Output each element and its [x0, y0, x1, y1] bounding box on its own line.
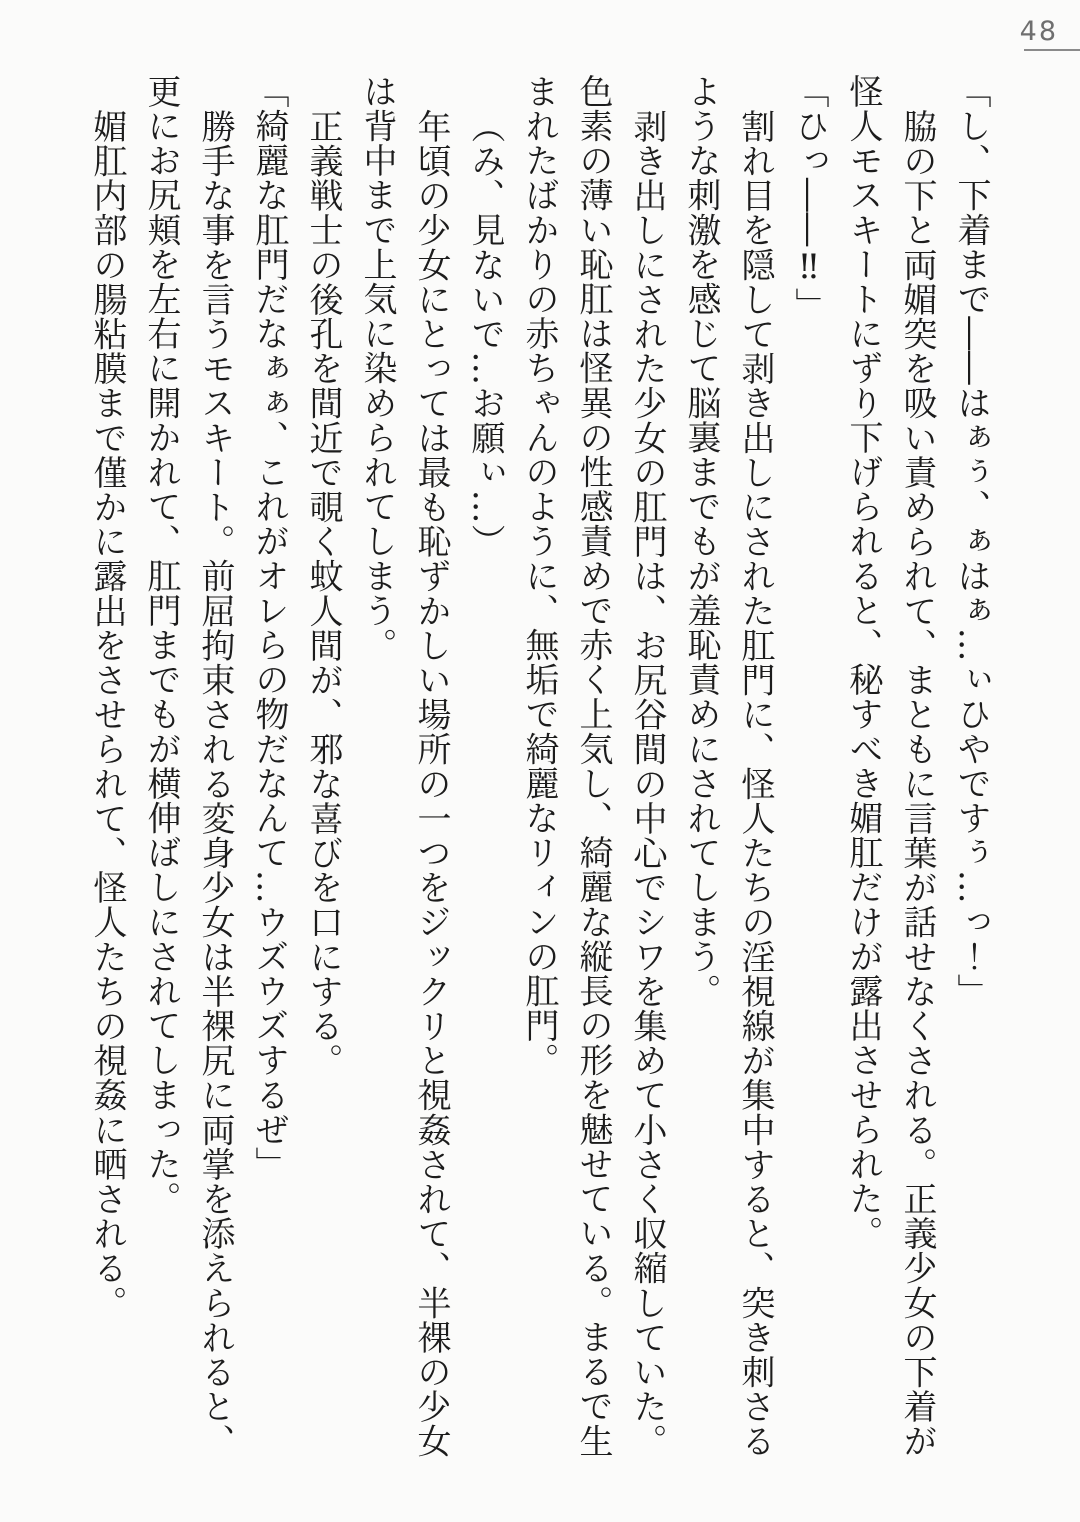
novel-text-block [80, 74, 998, 1462]
page-number: 48 [1019, 16, 1058, 47]
paragraph-thought: （み、見ないで…お願ぃ…） [465, 108, 505, 559]
page-number-rule [1024, 49, 1080, 51]
paragraph-narration: 脇の下と両媚突を吸い責められて、まともに言葉が話せなくされる。正義少女の下着が怪人モスキートにずり下げられると、秘すべき媚肛だけが露出させられた。 [843, 74, 937, 1458]
paragraph-narration: 割れ目を隠して剥き出しにされた肛門に、怪人たちの淫視線が集中すると、突き刺さるような刺激を感じて脳裏までもが羞恥責めにされてしまう。 [681, 74, 775, 1458]
paragraph-narration: 正義戦士の後孔を間近で覗く蚊人間が、邪な喜びを口にする。 [303, 108, 343, 1078]
paragraph-dialogue: 「し、下着まで――はぁぅ、ぁはぁ…ぃひやですぅ…っ！」 [951, 74, 991, 1009]
paragraph-dialogue: 「綺麗な肛門だなぁぁ、これがオレらの物だなんて…ウズウズするぜ」 [249, 74, 289, 1182]
paragraph-narration: 勝手な事を言うモスキート。前屈拘束される変身少女は半裸尻に両掌を添えられると、更にお尻頬を左右に開かれて、肛門までもが横伸ばしにされてしまった。 [141, 74, 235, 1458]
paragraph-narration: 年頃の少女にとっては最も恥ずかしい場所の一つをジックリと視姦されて、半裸の少女は背中まで上気に染められてしまう。 [357, 74, 451, 1458]
paragraph-narration: 剥き出しにされた少女の肛門は、お尻谷間の中心でシワを集めて小さく収縮していた。色素の薄い恥肛は怪異の性感責めで赤く上気し、綺麗な縦長の形を魅せている。まるで生まれたばかりの赤ちゃんのように、無垢で綺麗なリィンの肛門。 [519, 74, 667, 1458]
paragraph-dialogue: 「ひっ――‼」 [789, 74, 829, 323]
paragraph-narration: 媚肛内部の腸粘膜まで僅かに露出をさせられて、怪人たちの視姦に晒される。 [87, 108, 127, 1320]
